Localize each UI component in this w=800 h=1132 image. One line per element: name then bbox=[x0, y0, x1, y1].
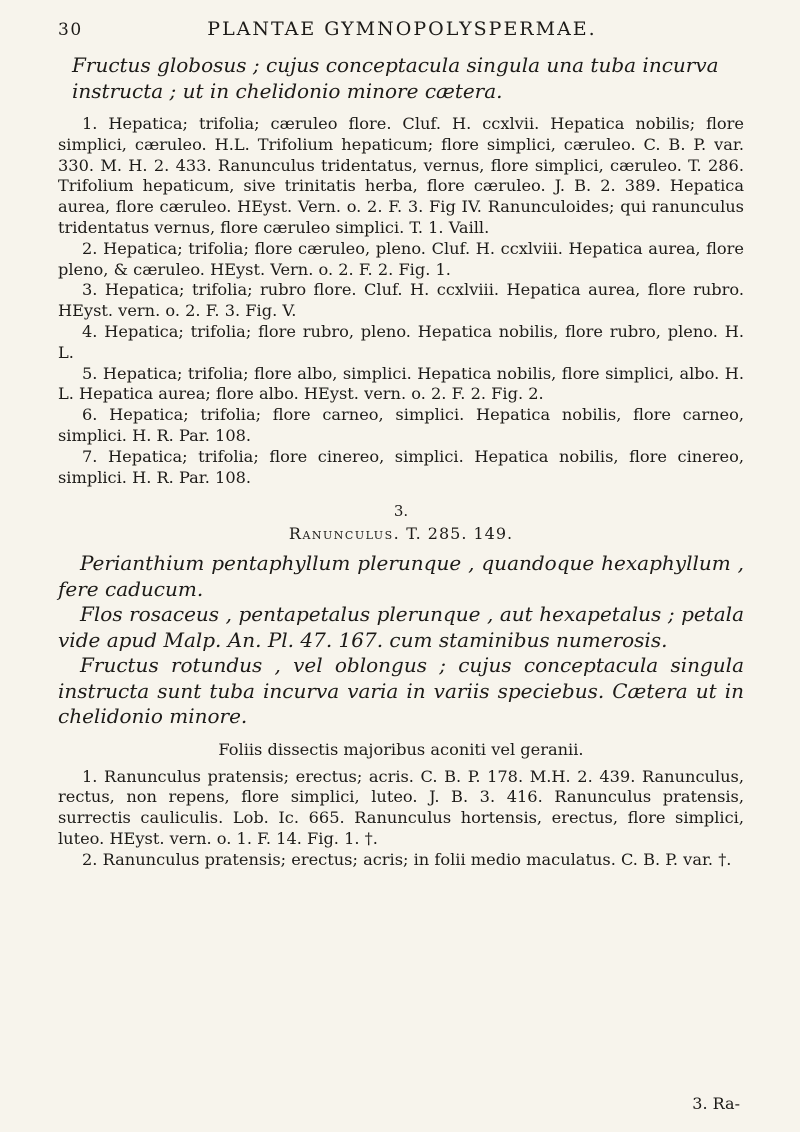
hepatica-entry-5: 5. Hepatica; trifolia; flore albo, simplici. Hepatica nobilis, flore simplici, albo. H. L. Hepatica aurea; flore albo. HEyst. vern. o. 2. F. 2. Fig. 2. bbox=[58, 363, 744, 404]
hepatica-entry-2: 2. Hepatica; trifolia; flore cæruleo, pleno. Cluf. H. ccxlviii. Hepatica aurea, flore pleno, & cæruleo. HEyst. Vern. o. 2. F. 2. Fig. 1. bbox=[58, 238, 744, 279]
hepatica-entry-4: 4. Hepatica; trifolia; flore rubro, pleno. Hepatica nobilis, flore rubro, pleno. H. L. bbox=[58, 321, 744, 362]
hepatica-entry-6: 6. Hepatica; trifolia; flore carneo, simplici. Hepatica nobilis, flore carneo, simplici. H. R. Par. 108. bbox=[58, 405, 744, 445]
description-fructus: Fructus rotundus , vel oblongus ; cujus conceptacula singula instructa sunt tuba incurva varia in variis speciebus. Cætera ut in chelidonio minore. bbox=[58, 653, 744, 729]
ranunculus-entry-2: 2. Ranunculus pratensis; erectus; acris; in folii medio maculatus. C. B. P. var. †. bbox=[82, 849, 732, 869]
description-perianthium: Perianthium pentaphyllum plerunque , quandoque hexaphyllum , fere caducum. bbox=[58, 551, 744, 601]
ranunculus-list bbox=[58, 767, 744, 871]
genus-description bbox=[58, 551, 744, 730]
catchword: 3. Ra- bbox=[692, 1094, 740, 1113]
hepatica-list bbox=[58, 114, 744, 488]
fructus-intro: Fructus globosus ; cujus conceptacula singula una tuba incurva instructa ; ut in chelidonio minore cætera. bbox=[72, 53, 719, 103]
hepatica-entry-1: 1. Hepatica; trifolia; cæruleo flore. Cluf. H. ccxlvii. Hepatica nobilis; flore simplici, cæruleo. H.L. Trifolium hepaticum; flore simplici, cæruleo. C. B. P. var. 330. M. H. 2. 433. Ranunculus tridentatus, vernus, flore simplici, cæruleo. T. 286. Trifolium hepaticum, sive trinitatis herba, flore cæruleo. J. B. 2. 389. Hepatica aurea, flore cæruleo. HEyst. Vern. o. 2. F. 3. Fig IV. Ranunculoides; qui ranunculus tridentatus vernus, flore cæruleo simplici. T. 1. Vaill. bbox=[58, 114, 744, 237]
page-number: 30 bbox=[58, 20, 83, 40]
hepatica-entry-7: 7. Hepatica; trifolia; flore cinereo, simplici. Hepatica nobilis, flore cinereo, simplici. H. R. Par. 108. bbox=[58, 446, 744, 487]
foliis-line: Foliis dissectis majoribus aconiti vel geranii. bbox=[218, 739, 584, 759]
section-heading bbox=[58, 524, 744, 543]
hepatica-entry-3: 3. Hepatica; trifolia; rubro flore. Cluf. H. ccxlviii. Hepatica aurea, flore rubro. HEyst. vern. o. 2. F. 3. Fig. V. bbox=[58, 280, 744, 321]
ranunculus-entry-1: 1. Ranunculus pratensis; erectus; acris. C. B. P. 178. M.H. 2. 439. Ranunculus, rectus, non repens, flore simplici, luteo. J. B. 3. 416. Ranunculus pratensis, surrectis cauliculis. Lob. Ic. 665. Ranunculus hortensis, erectus, flore simplici, luteo. HEyst. vern. o. 1. F. 14. Fig. 1. †. bbox=[58, 766, 744, 849]
section-number: 3. bbox=[393, 502, 409, 521]
section-title: Ranunculus. bbox=[288, 524, 401, 544]
description-flos: Flos rosaceus , pentapetalus plerunque , aut hexapetalus ; petala vide apud Malp. An. Pl. 47. 167. cum staminibus numerosis. bbox=[58, 602, 744, 652]
section-ref: T. 285. 149. bbox=[406, 524, 514, 544]
running-title: PLANTAE GYMNOPOLYSPERMAE. bbox=[207, 18, 597, 40]
page-header bbox=[58, 18, 744, 40]
